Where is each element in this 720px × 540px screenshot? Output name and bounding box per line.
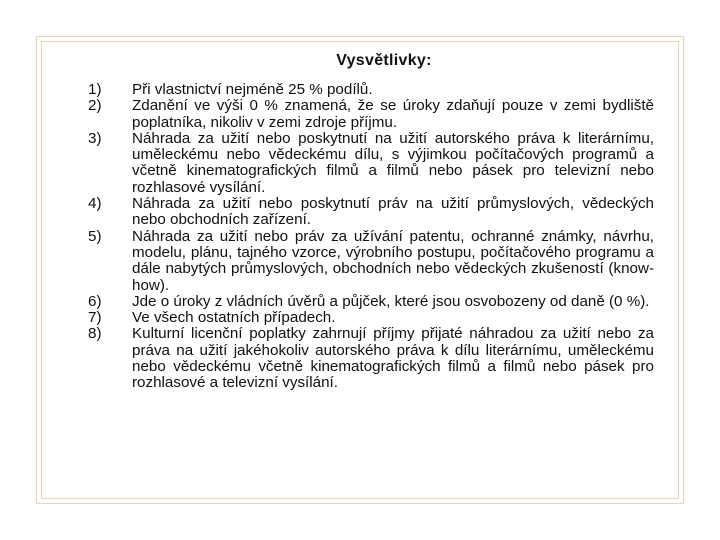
note-number: 1) <box>88 81 102 98</box>
list-item <box>88 196 654 229</box>
list-item <box>88 310 654 326</box>
list-item <box>88 229 654 294</box>
note-text: Při vlastnictví nejméně 25 % podílů. <box>132 81 373 98</box>
note-text: Zdanění ve výši 0 % znamená, že se úroky zdaňují pouze v zemi bydliště poplatníka, nikoliv v zemi zdroje příjmu. <box>132 97 654 131</box>
notes-list <box>88 82 654 392</box>
note-number: 4) <box>88 195 102 213</box>
list-item <box>88 131 654 196</box>
list-item <box>88 98 654 131</box>
note-number: 8) <box>88 325 102 343</box>
list-item <box>88 82 654 98</box>
note-number: 3) <box>88 129 102 147</box>
note-text: Náhrada za užití nebo poskytnutí na užití autorského práva k literárnímu, uměleckému nebo vědeckému dílu, s výjimkou počítačových programů a včetně kinematografických filmů a filmů nebo pásek pro televizní nebo rozhlasové vysílání. <box>132 129 654 196</box>
note-number: 6) <box>88 292 102 310</box>
note-number: 2) <box>88 97 102 115</box>
note-text: Jde o úroky z vládních úvěrů a půjček, které jsou osvobozeny od daně (0 %). <box>132 292 650 310</box>
note-text: Náhrada za užití nebo poskytnutí práv na užití průmyslových, vědeckých nebo obchodních zařízení. <box>132 195 654 229</box>
note-text: Náhrada za užití nebo práv za užívání patentu, ochranné známky, návrhu, modelu, plánu, tajného vzorce, výrobního postupu, počítačového programu a dále nabytých průmyslových, obchodních nebo vědeckých zkušeností (know-how). <box>132 227 654 294</box>
note-text: Ve všech ostatních případech. <box>132 309 336 327</box>
note-number: 7) <box>88 309 102 327</box>
list-item <box>88 326 654 391</box>
note-number: 5) <box>88 227 102 245</box>
note-text: Kulturní licenční poplatky zahrnují příjmy přijaté náhradou za užití nebo za práva na užití jakéhokoliv autorského práva k dílu literárnímu, uměleckému nebo vědeckému včetně kinematografických filmů a filmů nebo pásek pro rozhlasové a televizní vysílání. <box>132 325 654 392</box>
list-item <box>88 294 654 310</box>
page-title: Vysvětlivky: <box>336 52 432 69</box>
